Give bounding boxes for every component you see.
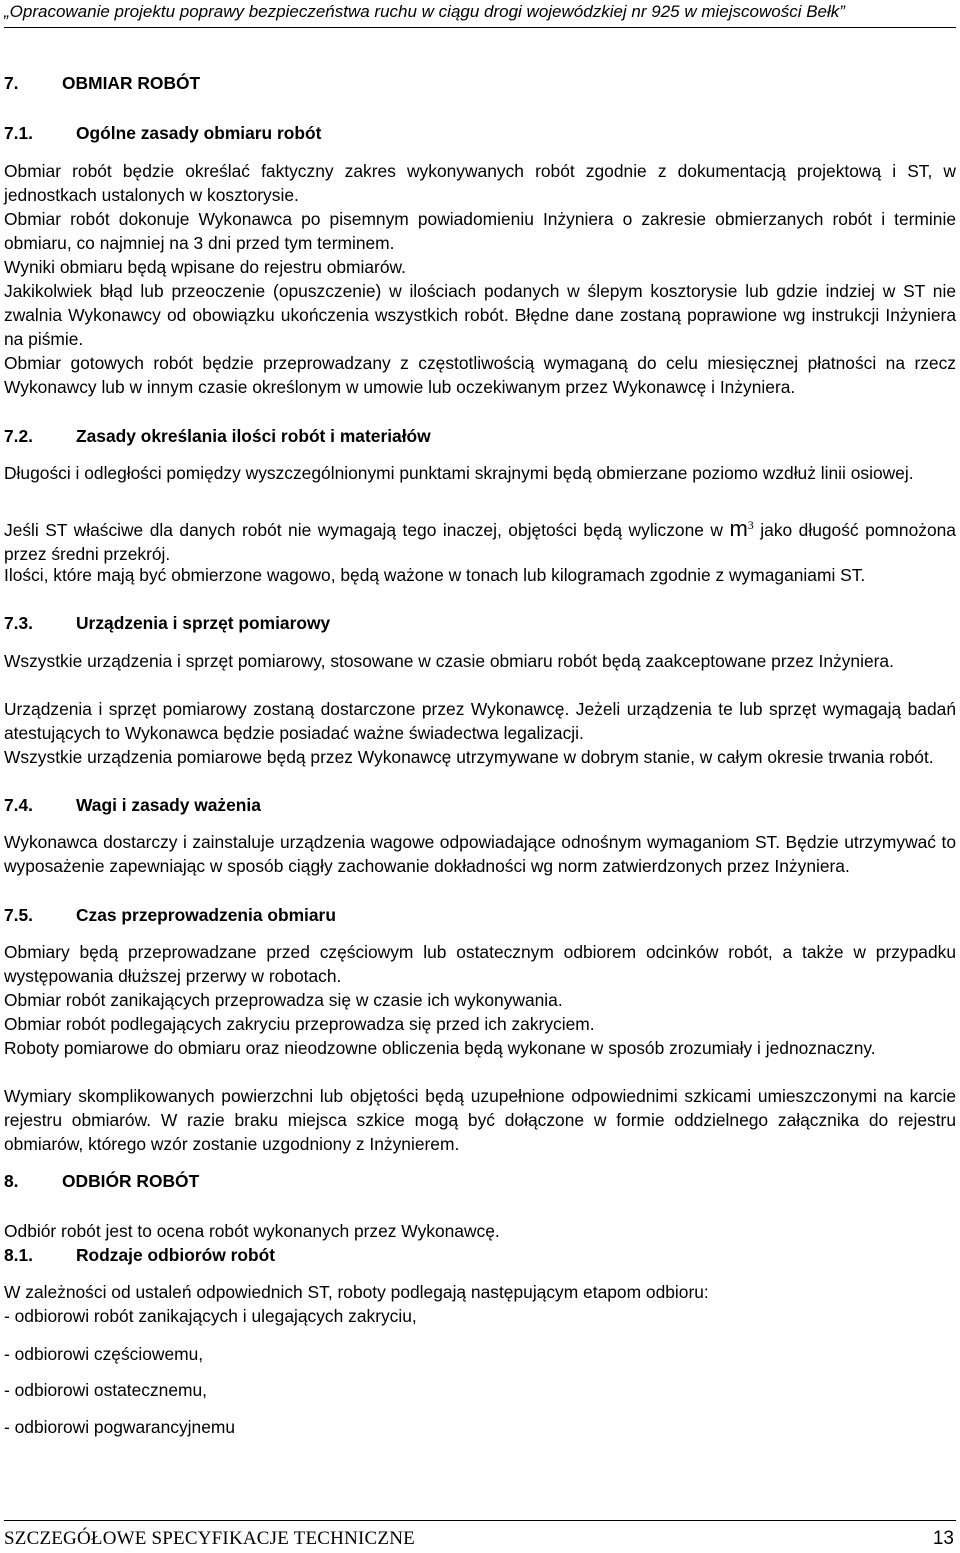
paragraph: Obmiar gotowych robót będzie przeprowadzany z częstotliwością wymaganą do celu miesięcznej płatności na rzecz Wykonawcy lub w innym czasie określonym w umowie lub oczekiwanym przez Wykonawcę i Inżyniera.: [4, 353, 956, 397]
section-number: 8.: [4, 1171, 19, 1191]
section-number: 8.1.: [4, 1245, 34, 1265]
section-8-1-heading: [4, 1243, 956, 1267]
section-number: 7.2.: [4, 426, 34, 446]
paragraph: Obmiary będą przeprowadzane przed częściowym lub ostatecznym odbiorem odcinków robót, a także w przypadku występowania dłuższej przerwy w robotach.: [4, 942, 956, 986]
unit-exponent: 3: [747, 518, 754, 532]
section-7-4-heading: [4, 793, 956, 817]
section-7-2-heading: [4, 424, 956, 448]
paragraph: Odbiór robót jest to ocena robót wykonanych przez Wykonawcę.: [4, 1221, 500, 1241]
list-item: - odbiorowi ostatecznemu,: [4, 1380, 207, 1400]
paragraph: Długości i odległości pomiędzy wyszczególnionymi punktami skrajnymi będą obmierzane poziomo wzdłuż linii osiowej.: [4, 463, 914, 483]
paragraph: Wyniki obmiaru będą wpisane do rejestru obmiarów.: [4, 257, 406, 277]
list-item: - odbiorowi pogwarancyjnemu: [4, 1417, 236, 1437]
list-item: - odbiorowi robót zanikających i ulegających zakryciu,: [4, 1306, 417, 1326]
paragraph: Ilości, które mają być obmierzone wagowo, będą ważone w tonach lub kilogramach zgodnie z wymaganiami ST.: [4, 565, 866, 585]
section-number: 7.1.: [4, 123, 34, 143]
paragraph: W zależności od ustaleń odpowiednich ST, roboty podlegają następującym etapom odbioru:: [4, 1282, 709, 1302]
header-divider: [4, 27, 956, 28]
page-number: 13: [932, 1528, 954, 1549]
section-number: 7.3.: [4, 613, 34, 633]
section-title: OBMIAR ROBÓT: [62, 73, 201, 93]
section-title: Urządzenia i sprzęt pomiarowy: [76, 613, 331, 633]
section-7-heading: [4, 71, 956, 95]
paragraph: Obmiar robót zanikających przeprowadza się w czasie ich wykonywania.: [4, 990, 563, 1010]
list-item: - odbiorowi częściowemu,: [4, 1344, 204, 1364]
section-title: Rodzaje odbiorów robót: [76, 1245, 276, 1265]
text-part: jako długość pomnożona przez średni przekrój.: [4, 519, 956, 564]
section-8-heading: [4, 1169, 956, 1193]
text-part: Jeśli ST właściwe dla danych robót nie wymagają tego inaczej, objętości będą wyliczone w: [4, 519, 723, 540]
running-header: „Opracowanie projektu poprawy bezpieczeństwa ruchu w ciągu drogi wojewódzkiej nr 925 w miejscowości Bełk”: [4, 2, 845, 21]
paragraph-volume: [4, 513, 956, 566]
paragraph: Jakikolwiek błąd lub przeoczenie (opuszczenie) w ilościach podanych w ślepym kosztorysie lub gdzie indziej w ST nie zwalnia Wykonawcy od obowiązku ukończenia wszystkich robót. Błędne dane zostaną poprawione wg instrukcji Inżyniera na piśmie.: [4, 281, 956, 349]
paragraph: Obmiar robót dokonuje Wykonawca po pisemnym powiadomieniu Inżyniera o zakresie obmierzanych robót i terminie obmiaru, co najmniej na 3 dni przed tym terminem.: [4, 209, 956, 253]
section-7-3-heading: [4, 611, 956, 635]
section-7-5-heading: [4, 903, 956, 927]
section-title: Zasady określania ilości robót i materiałów: [76, 426, 431, 446]
paragraph: Wykonawca dostarczy i zainstaluje urządzenia wagowe odpowiadające odnośnym wymaganiom ST. Będzie utrzymywać to wyposażenie zapewniając w sposób ciągły zachowanie dokładności wg norm zatwierdzonych przez Inżyniera.: [4, 832, 956, 876]
section-7-1-heading: [4, 121, 956, 145]
paragraph: Obmiar robót podlegających zakryciu przeprowadza się przed ich zakryciem.: [4, 1014, 595, 1034]
paragraph: Wymiary skomplikowanych powierzchni lub objętości będą uzupełnione odpowiednimi szkicami umieszczonymi na karcie rejestru obmiarów. W razie braku miejsca szkice mogą być dołączone w formie oddzielnego załącznika do rejestru obmiarów, którego wzór zostanie uzgodniony z Inżynierem.: [4, 1086, 956, 1154]
section-number: 7.5.: [4, 905, 34, 925]
section-number: 7.4.: [4, 795, 34, 815]
section-title: ODBIÓR ROBÓT: [62, 1171, 200, 1191]
paragraph: Wszystkie urządzenia pomiarowe będą przez Wykonawcę utrzymywane w dobrym stanie, w całym okresie trwania robót.: [4, 747, 934, 767]
section-title: Ogólne zasady obmiaru robót: [76, 123, 322, 143]
paragraph: Wszystkie urządzenia i sprzęt pomiarowy, stosowane w czasie obmiaru robót będą zaakceptowane przez Inżyniera.: [4, 651, 894, 671]
unit-symbol: m: [729, 515, 748, 541]
paragraph: Obmiar robót będzie określać faktyczny zakres wykonywanych robót zgodnie z dokumentacją projektową i ST, w jednostkach ustalonych w kosztorysie.: [4, 161, 956, 205]
paragraph: Urządzenia i sprzęt pomiarowy zostaną dostarczone przez Wykonawcę. Jeżeli urządzenia te lub sprzęt wymagają badań atestujących to Wykonawca będzie posiadać ważne świadectwa legalizacji.: [4, 699, 956, 743]
paragraph: Roboty pomiarowe do obmiaru oraz nieodzowne obliczenia będą wykonane w sposób zrozumiały i jednoznaczny.: [4, 1038, 876, 1058]
section-title: Wagi i zasady ważenia: [76, 795, 261, 815]
footer-divider: [4, 1520, 956, 1521]
section-number: 7.: [4, 73, 19, 93]
footer-title: SZCZEGÓŁOWE SPECYFIKACJE TECHNICZNE: [4, 1528, 415, 1549]
section-title: Czas przeprowadzenia obmiaru: [76, 905, 336, 925]
